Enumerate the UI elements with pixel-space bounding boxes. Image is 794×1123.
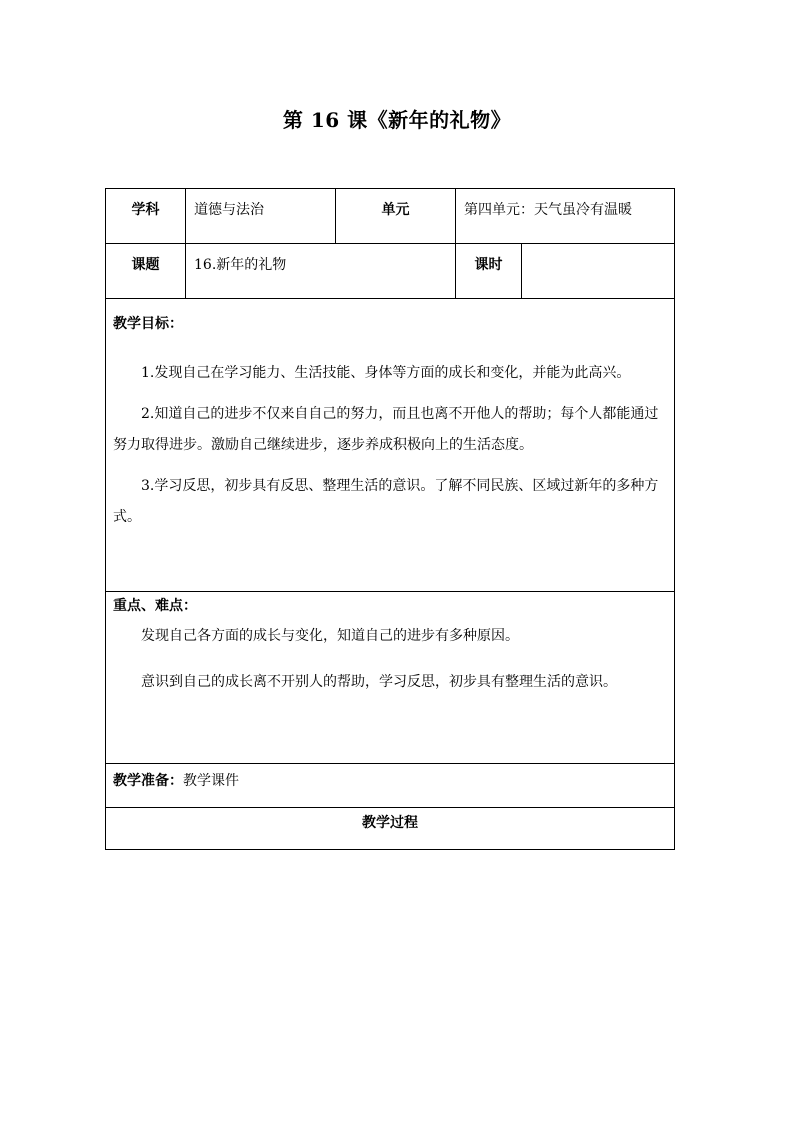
key-points-heading: 重点、难点： bbox=[113, 598, 197, 614]
preparation-cell bbox=[106, 764, 675, 808]
goals-heading: 教学目标： bbox=[113, 316, 183, 332]
period-label: 课时 bbox=[456, 244, 522, 299]
info-row-subject bbox=[106, 189, 675, 244]
subject-value: 道德与法治 bbox=[186, 189, 336, 244]
topic-label: 课题 bbox=[106, 244, 186, 299]
unit-label: 单元 bbox=[336, 189, 456, 244]
subject-label: 学科 bbox=[106, 189, 186, 244]
topic-value: 16.新年的礼物 bbox=[186, 244, 456, 299]
info-row-topic bbox=[106, 244, 675, 299]
goal-item-1: 1.发现自己在学习能力、生活技能、身体等方面的成长和变化，并能为此高兴。 bbox=[141, 365, 631, 381]
goal-item-2: 2.知道自己的进步不仅来自自己的努力，而且也离不开他人的帮助；每个人都能通过努力取得进步。激励自己继续进步，逐步养成积极向上的生活态度。 bbox=[113, 406, 659, 453]
unit-value: 第四单元：天气虽冷有温暖 bbox=[456, 189, 675, 244]
preparation-value: 教学课件 bbox=[183, 773, 239, 789]
key-points-cell bbox=[106, 592, 675, 764]
key-points-row bbox=[106, 592, 675, 764]
period-value bbox=[522, 244, 675, 299]
goal-item-3: 3.学习反思，初步具有反思、整理生活的意识。了解不同民族、区域过新年的多种方式。 bbox=[113, 478, 659, 525]
goals-cell bbox=[106, 299, 675, 592]
key-point-item-1: 发现自己各方面的成长与变化，知道自己的进步有多种原因。 bbox=[141, 628, 519, 644]
lesson-plan-table bbox=[105, 188, 675, 850]
preparation-label: 教学准备： bbox=[113, 773, 183, 789]
process-row bbox=[106, 808, 675, 850]
key-point-item-2: 意识到自己的成长离不开别人的帮助，学习反思，初步具有整理生活的意识。 bbox=[141, 674, 617, 690]
preparation-row bbox=[106, 764, 675, 808]
page-title: 第 16 课《新年的礼物》 bbox=[282, 108, 512, 132]
process-heading: 教学过程 bbox=[106, 808, 675, 850]
goals-row bbox=[106, 299, 675, 592]
